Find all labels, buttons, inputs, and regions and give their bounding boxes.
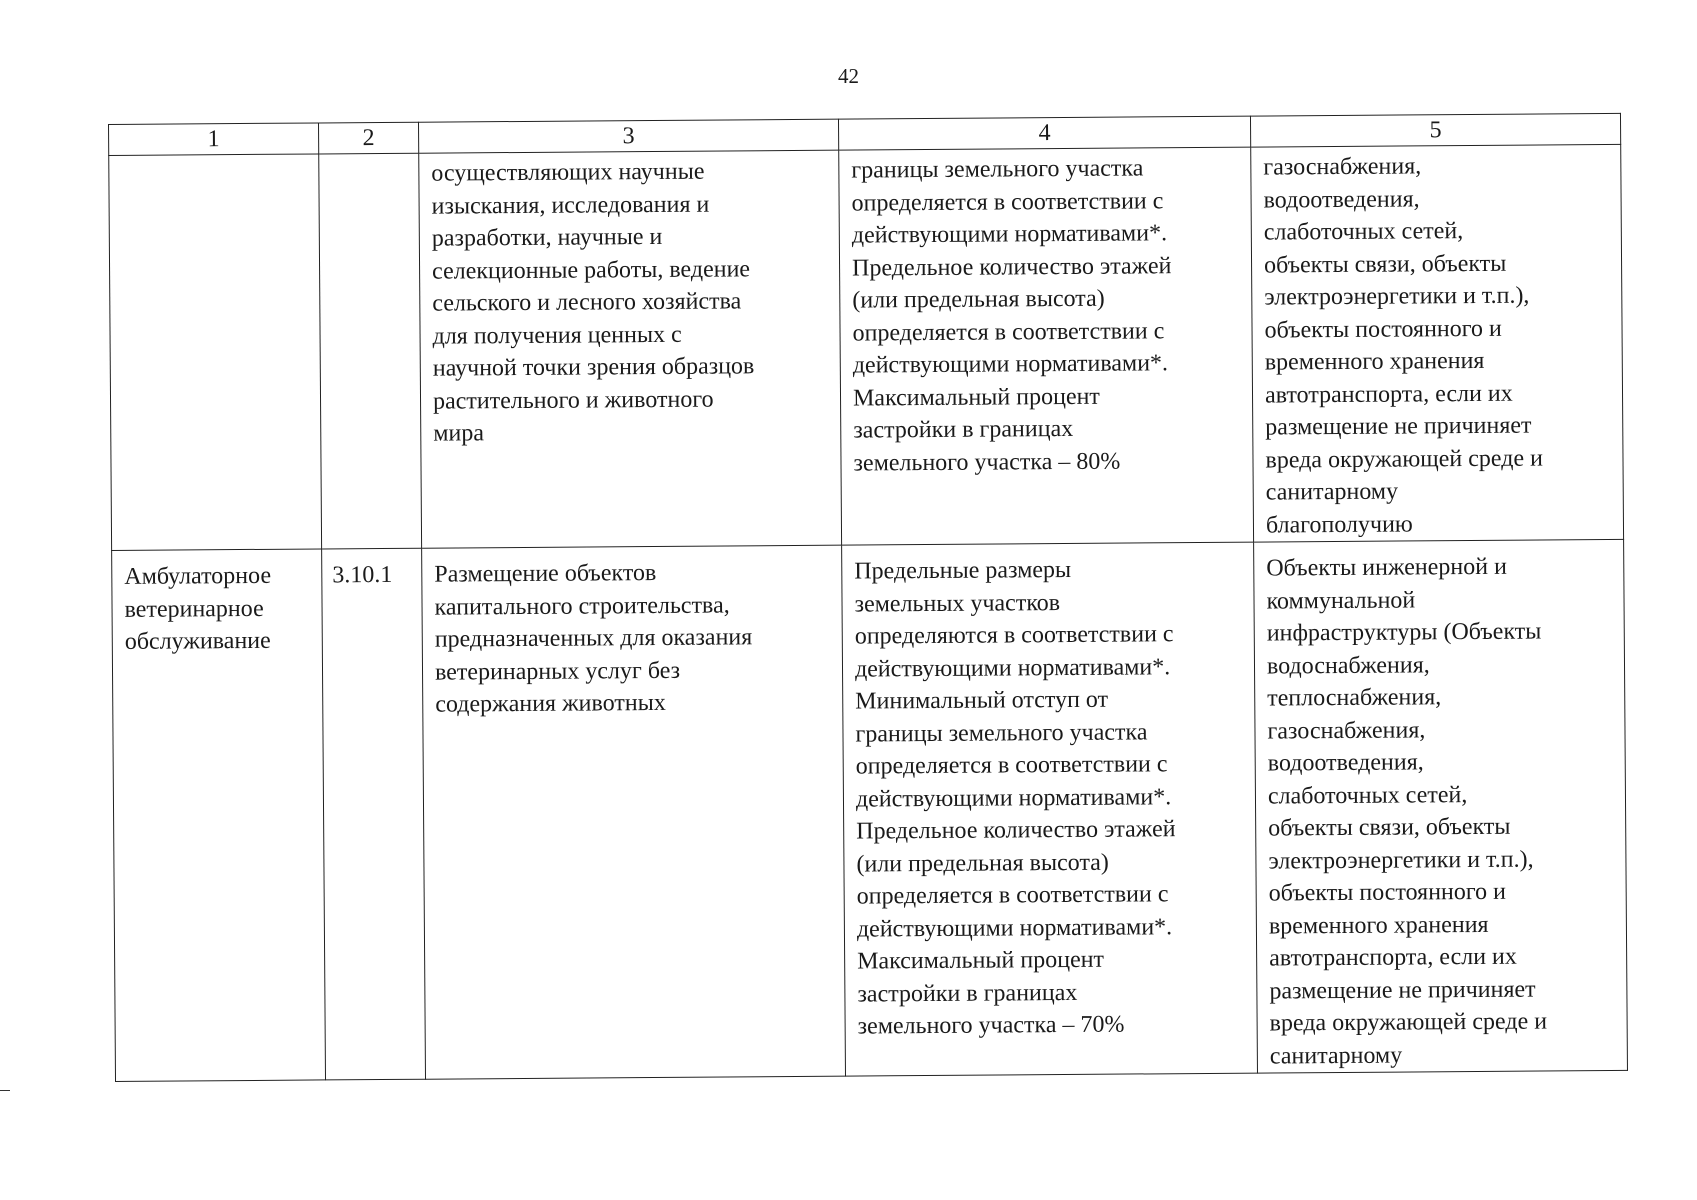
table-row	[109, 144, 1624, 550]
building-parameters-cell: Предельные размеры земельных участков определяются в соответствии с действующими нормативами*. Минимальный отступ от границы земельного участка определяется в соответствии с действующими нормативами*. Предельное количество этажей (или предельная высота) определяется в соответствии с действующими нормативами*. Максимальный процент застройки в границах земельного участка – 70%	[842, 542, 1258, 1076]
land-use-code-cell: 3.10.1	[322, 548, 426, 1080]
land-use-description-cell: осуществляющих научные изыскания, исследования и разработки, научные и селекционные работы, ведение сельского и лесного хозяйства для получения ценных с научной точки зрения образцов растительного и животного мира	[419, 150, 842, 548]
land-use-name-cell: Амбулаторное ветеринарное обслуживание	[112, 549, 326, 1082]
land-use-description-cell: Размещение объектов капитального строительства, предназначенных для оказания ветеринарных услуг без содержания животных	[422, 545, 846, 1079]
building-parameters-cell: границы земельного участка определяется в соответствии с действующими нормативами*. Предельное количество этажей (или предельная высота) определяется в соответствии с действующими нормативами*. Максимальный процент застройки в границах земельного участка – 80%	[839, 147, 1254, 545]
column-header-3: 3	[418, 119, 838, 153]
column-header-5: 5	[1250, 113, 1620, 147]
auxiliary-uses-cell: Объекты инженерной и коммунальной инфраструктуры (Объекты водоснабжения, теплоснабжения, газоснабжения, водоотведения, слаботочных сетей, объекты связи, объекты электроэнергетики и т.п.), объекты постоянного и временного хранения автотранспорта, если их размещение не причиняет вреда окружающей среде и санитарному	[1254, 539, 1628, 1073]
page-number: 42	[838, 64, 859, 88]
land-use-table	[108, 113, 1628, 1082]
column-header-2: 2	[318, 122, 418, 154]
column-header-4: 4	[838, 116, 1250, 150]
land-use-code-cell	[319, 153, 422, 549]
table-row	[112, 539, 1628, 1081]
land-use-name-cell	[109, 154, 322, 551]
column-header-1: 1	[109, 123, 319, 156]
auxiliary-uses-cell: газоснабжения, водоотведения, слаботочных сетей, объекты связи, объекты электроэнергетики и т.п.), объекты постоянного и временного хранения автотранспорта, если их размещение не причиняет вреда окружающей среде и санитарному благополучию	[1251, 144, 1624, 542]
scan-edge-mark	[0, 1090, 10, 1091]
